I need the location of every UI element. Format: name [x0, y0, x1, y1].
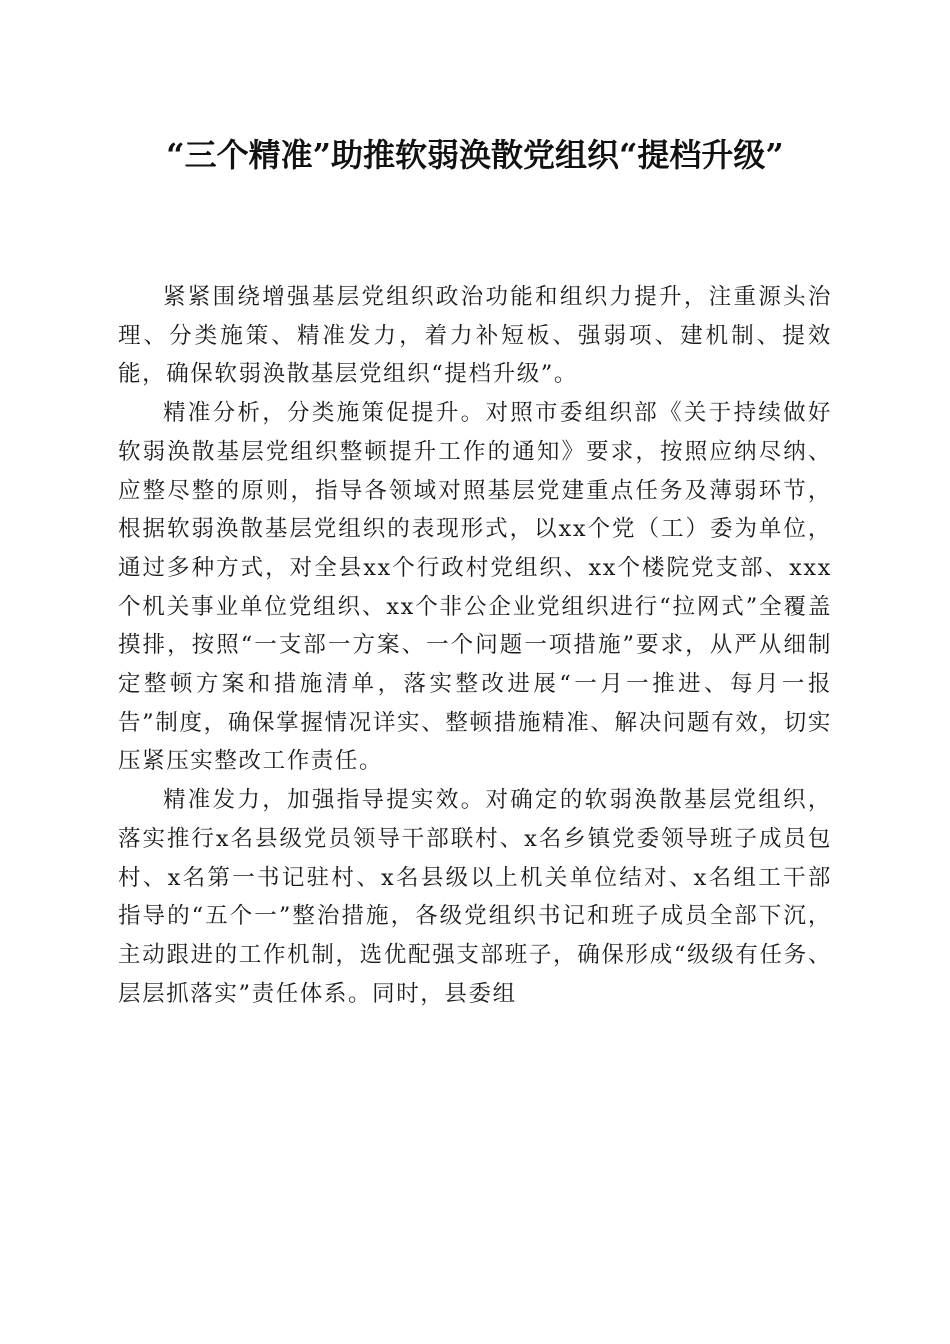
- paragraph-intro: 紧紧围绕增强基层党组织政治功能和组织力提升，注重源头治理、分类施策、精准发力，着力补短板、强弱项、建机制、提效能，确保软弱涣散基层党组织“提档升级”。: [118, 284, 832, 388]
- document-body: [118, 278, 832, 1013]
- paragraph-precise-analysis: 精准分析，分类施策促提升。对照市委组织部《关于持续做好软弱涣散基层党组织整顿提升工作的通知》要求，按照应纳尽纳、应整尽整的原则，指导各领域对照基层党建重点任务及薄弱环节，根据软弱涣散基层党组织的表现形式，以xx个党（工）委为单位，通过多种方式，对全县xx个行政村党组织、xx个楼院党支部、xxx个机关事业单位党组织、xx个非公企业党组织进行“拉网式”全覆盖摸排，按照“一支部一方案、一个问题一项措施”要求，从严从细制定整顿方案和措施清单，落实整改进展“一月一推进、每月一报告”制度，确保掌握情况详实、整顿措施精准、解决问题有效，切实压紧压实整改工作责任。: [118, 400, 832, 775]
- paragraph-precise-effort: 精准发力，加强指导提实效。对确定的软弱涣散基层党组织，落实推行x名县级党员领导干部联村、x名乡镇党委领导班子成员包村、x名第一书记驻村、x名县级以上机关单位结对、x名组工干部指导的“五个一”整治措施，各级党组织书记和班子成员全部下沉，主动跟进的工作机制，选优配强支部班子，确保形成“级级有任务、层层抓落实”责任体系。同时，县委组: [118, 787, 832, 1007]
- document-title: “三个精准”助推软弱涣散党组织“提档升级”: [166, 136, 784, 174]
